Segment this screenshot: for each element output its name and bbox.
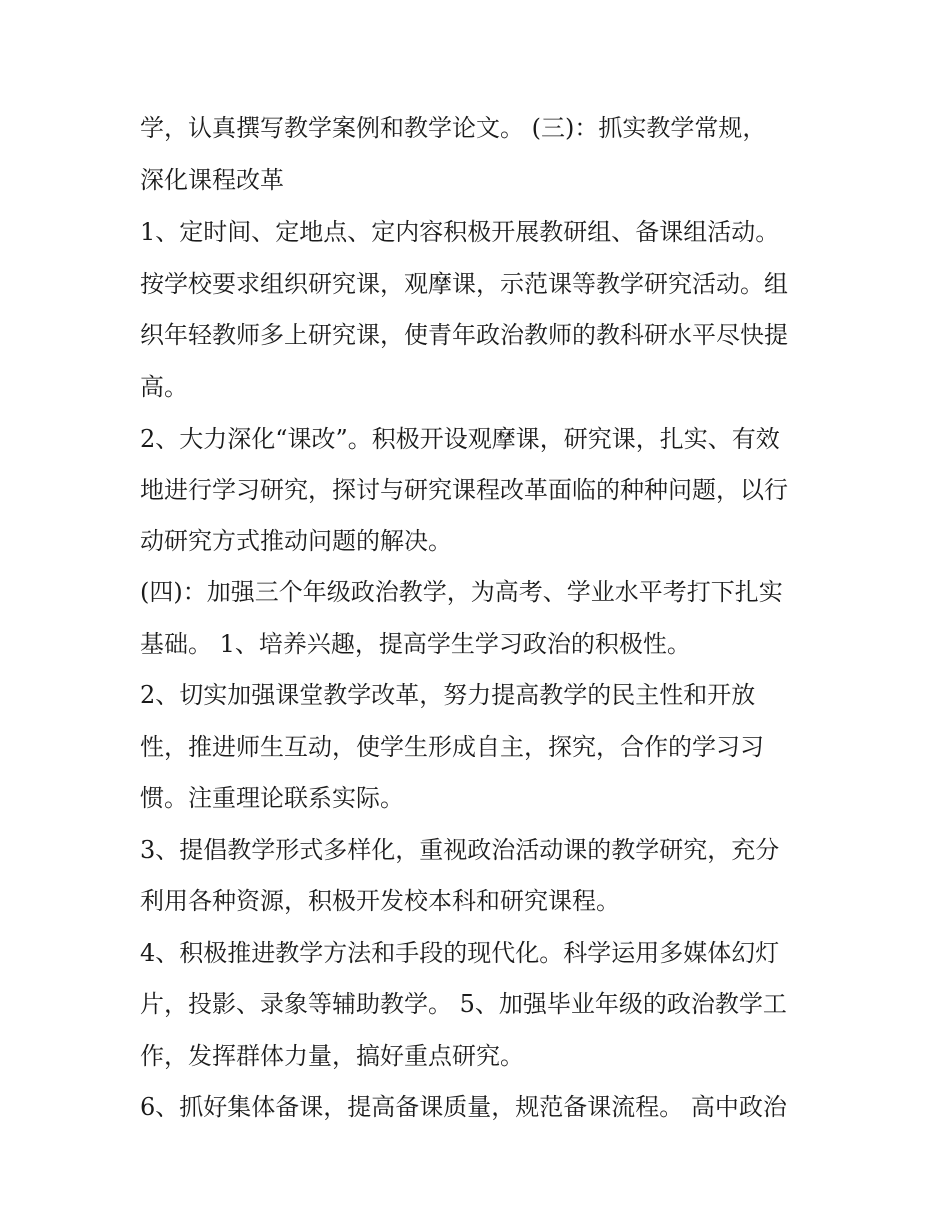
text-line: 织年轻教师多上研究课，使青年政治教师的教科研水平尽快提 (140, 321, 788, 349)
text-line: 1、定时间、定地点、定内容积极开展教研组、备课组活动。 (140, 218, 780, 246)
text-line: 惯。注重理论联系实际。 (140, 784, 404, 812)
text-line: 利用各种资源，积极开发校本科和研究课程。 (140, 887, 620, 915)
text-line: 2、大力深化“课改”。积极开设观摩课，研究课，扎实、有效 (140, 425, 780, 453)
text-line: 高。 (140, 373, 188, 401)
text-line: 6、抓好集体备课，提高备课质量，规范备课流程。 高中政治 (140, 1093, 787, 1121)
text-line: (四)：加强三个年级政治教学，为高考、学业水平考打下扎实 (140, 578, 783, 606)
text-line: 深化课程改革 (140, 166, 284, 194)
text-line: 学，认真撰写教学案例和教学论文。 (三)：抓实教学常规， (140, 114, 767, 142)
text-line: 片，投影、录象等辅助教学。 5、加强毕业年级的政治教学工 (140, 990, 787, 1018)
text-line: 作，发挥群体力量，搞好重点研究。 (140, 1042, 524, 1070)
text-line: 按学校要求组织研究课，观摩课，示范课等教学研究活动。组 (140, 270, 788, 298)
text-line: 基础。 1、培养兴趣，提高学生学习政治的积极性。 (140, 630, 691, 658)
text-line: 4、积极推进教学方法和手段的现代化。科学运用多媒体幻灯 (140, 939, 780, 967)
text-line: 性，推进师生互动，使学生形成自主，探究，合作的学习习 (140, 733, 764, 761)
text-line: 地进行学习研究，探讨与研究课程改革面临的种种问题，以行 (140, 476, 788, 504)
text-line: 2、切实加强课堂教学改革，努力提高教学的民主性和开放 (140, 681, 756, 709)
text-line: 3、提倡教学形式多样化，重视政治活动课的教学研究，充分 (140, 836, 780, 864)
text-line: 动研究方式推动问题的解决。 (140, 527, 452, 555)
